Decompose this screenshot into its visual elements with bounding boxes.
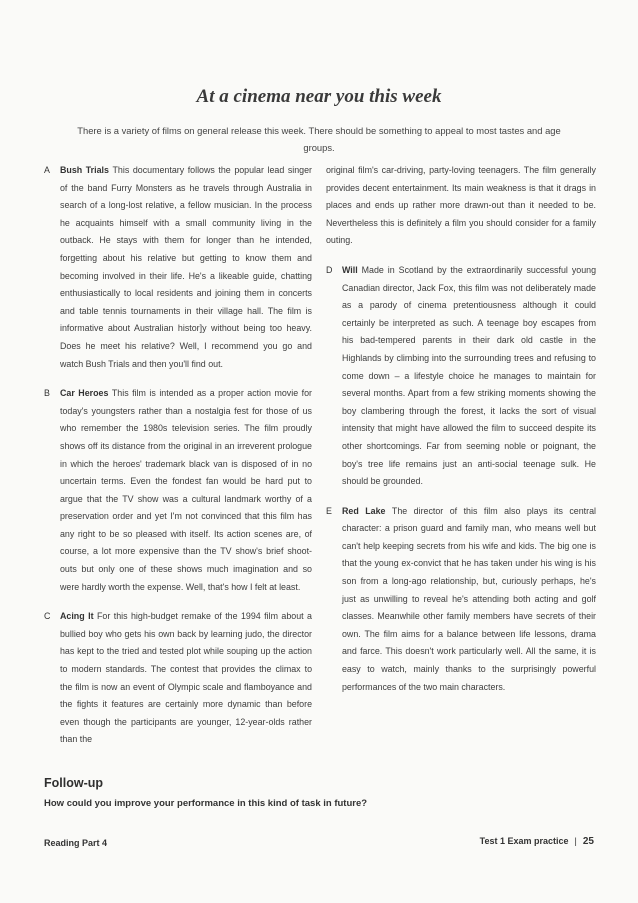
review-text: For this high-budget remake of the 1994 film about a bullied boy who gets his own back by learning judo, the director has kept to the tried and tested plot while souping up the action to modern standards. The contest that provides the climax to the film is now an event of Olympic scale and flamboyance and the fights it features are certainly more dynamic than before even though the participants are younger, 12-year-olds rather than the <box>60 611 312 745</box>
intro-text: There is a variety of films on general release this week. There should be something to appeal to most tastes and age groups. <box>77 125 561 153</box>
review-text: Made in Scotland by the extraordinarily successful young Canadian director, Jack Fox, this film was not deliberately made as a parody of cinema pretentiousness although it could certainly be interpreted as such. A teenage boy escapes from his bad-tempered parents in their dark old castle in the Highlands by climbing into the surrounding trees and refusing to come down – a lifestyle choice he manages to maintain for several months. Apart from a few striking moments showing the boy clambering through the forest, it lacks the sort of visual intensity that might have allowed the film to succeed despite its other shortcomings. Far from seeming noble or poignant, the boy's tree life remains just an anti-social teenage sulk. He should be grounded. <box>342 264 597 487</box>
review-letter: D <box>326 264 333 275</box>
review-c-continuation: original film's car-driving, party-loving teenagers. The film generally provides decent entertainment. Its main weakness is that it drags in places and ends up rather more drawn-out than it needed to be. Nevertheless this is definitely a film you should consider for a family outing. <box>326 165 596 246</box>
review-letter: E <box>326 505 332 516</box>
review-text: This documentary follows the popular lead singer of the band Furry Monsters as he travels through Australia in search of a long-lost relative, a fellow musician. In the process he acquaints himself with a small community living in the outback. He stays with them for longer than he intended, forgetting about his relative but getting to know them and becoming involved in their life. He's a likeable guide, chatting enthusiastically to local residents and joining them in concerts and table tennis tournaments in their village hall. The film is informative about Australian histor]y without being too heavy. Does he meet his relative? Well, I recommend you go and watch Bush Trials and then you'll find out. <box>60 165 313 369</box>
followup-question: How could you improve your performance in this kind of task in future? <box>44 798 368 809</box>
footer-test-text: Test 1 Exam practice <box>479 836 569 846</box>
review-letter: B <box>44 388 50 399</box>
right-column <box>326 162 596 708</box>
review-text: This film is intended as a proper action movie for today's youngsters rather than a nostalgia fest for those of us who remember the 1980s television series. The film proudly shows off its distance from the original in an irreverent prologue in which the heroes' trademark black van is disposed of in no uncertain terms. Even the fondest fan would be hard put to argue that the TV show was a cultural landmark worthy of a preservation order and yet I'm not convinced that this film has any right to be so pleased with itself. Its action scenes are, of course, a lot more expensive than the TV show's brief shoot-outs but only one of these shows much imagination and so were hardly worth the expense. Well, that's how I felt at least. <box>60 388 312 592</box>
review-heading: Acing It <box>60 611 97 622</box>
review-a <box>44 162 312 373</box>
footer-test-label <box>480 836 594 847</box>
review-c <box>44 608 312 749</box>
review-letter: C <box>44 611 51 622</box>
review-heading: Car Heroes <box>60 388 112 399</box>
review-heading: Red Lake <box>342 505 392 516</box>
review-letter: A <box>44 165 50 175</box>
review-text: The director of this film also plays its central character: a prison guard and family man, who means well but can't help keeping secrets from his wife and kids. The big one is that the young ex-convict that he has taken under his wing is his son from a long-ago relationship, but, curiously perhaps, he's just as unwilling to reveal he's attending both acting and golf classes. Meanwhile other family members have secrets of their own. The film aims for a balance between life lessons, drama and farce. This doesn't work particularly well. All the same, it is easy to watch, mainly thanks to the surprisingly powerful performances of the two main characters. <box>342 505 596 692</box>
left-column <box>44 162 312 761</box>
followup-heading: Follow-up <box>44 776 104 790</box>
review-e <box>326 503 596 697</box>
review-b <box>44 385 312 596</box>
footer-separator: | <box>574 836 577 846</box>
review-heading: Bush Trials <box>60 165 113 175</box>
page-title: At a cinema near you this week <box>196 86 442 107</box>
review-d <box>326 262 596 491</box>
footer-section-label: Reading Part 4 <box>44 838 108 848</box>
review-heading: Will <box>342 264 362 275</box>
page-number: 25 <box>582 836 594 847</box>
